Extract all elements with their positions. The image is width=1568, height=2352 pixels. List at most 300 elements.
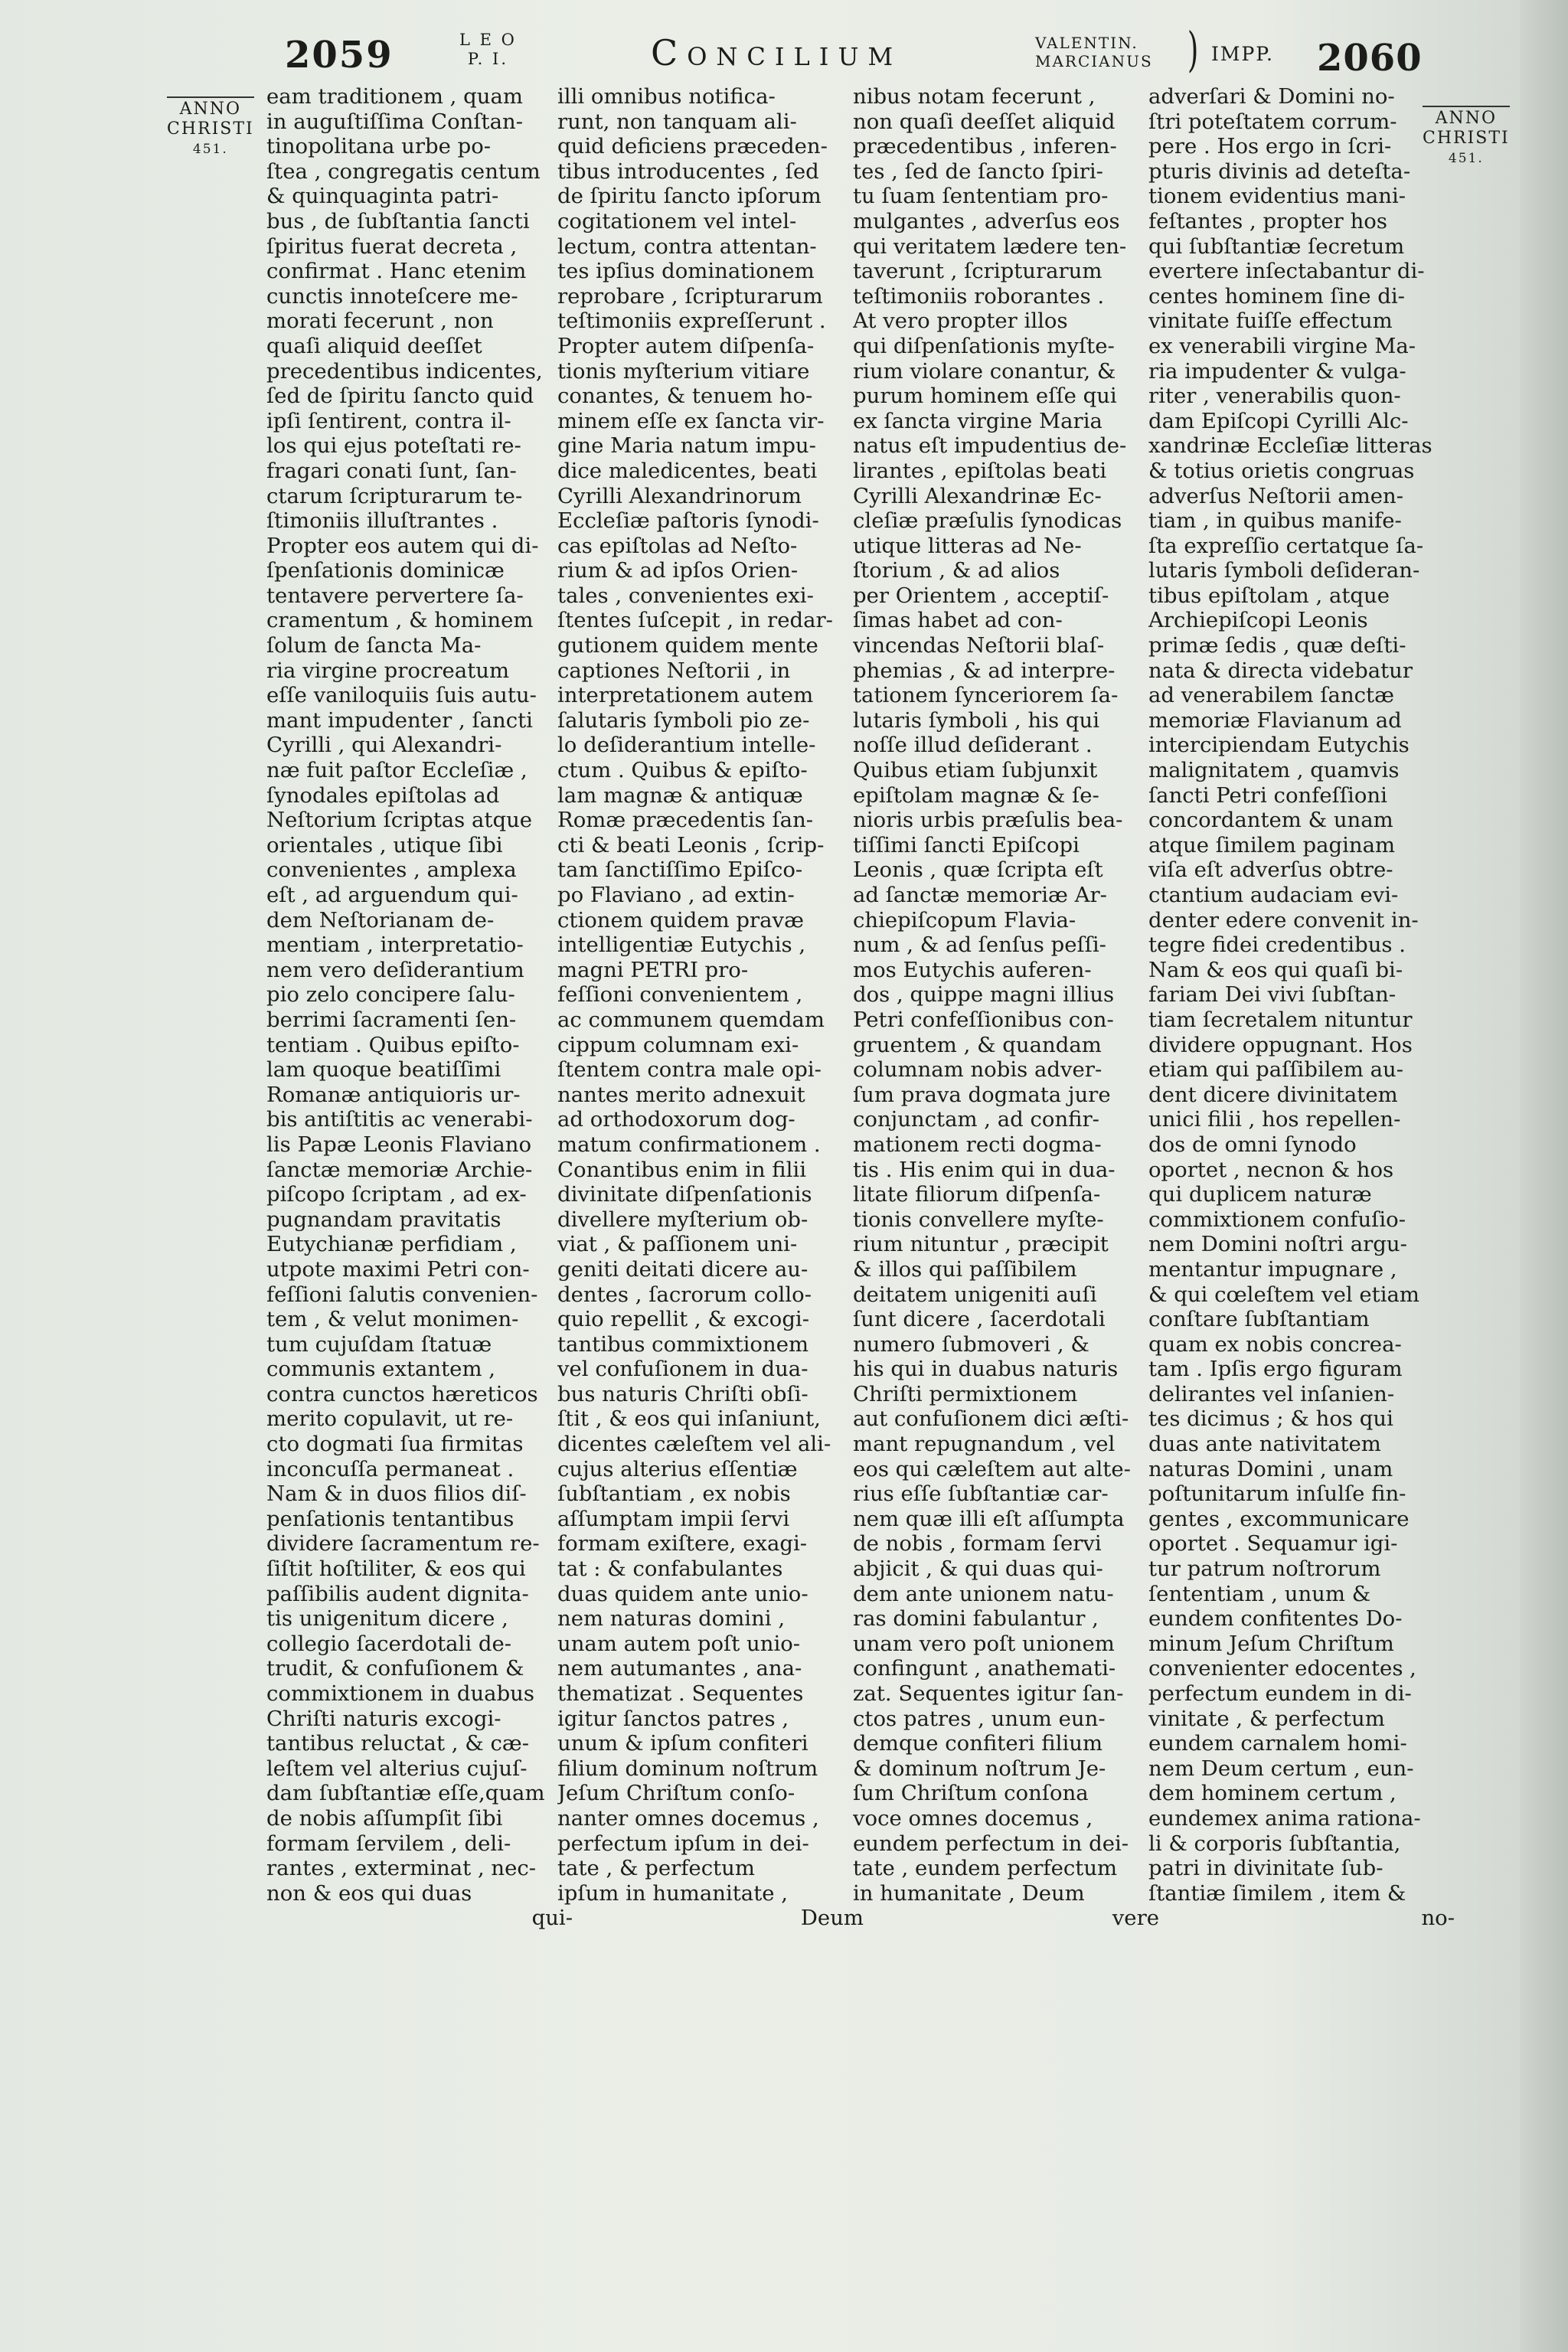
pope-ordinal: P. I. [467,50,509,68]
text-line: in auguſtiſſima Conſtan- [266,109,523,134]
text-column-2 [557,84,864,1931]
text-line: convenientes , amplexa [266,858,517,883]
text-line: commixtionem confuſio- [1148,1207,1406,1232]
text-line: ipſi ſentirent, contra il- [266,408,511,433]
text-line: ſalutaris ſymboli pio ze- [557,707,810,733]
text-line: ad venerabilem ſanctæ [1148,683,1394,708]
text-line: cogitationem vel intel- [557,208,797,234]
text-line: Romanæ antiquioris ur- [266,1082,521,1107]
text-line: patri in divinitate ſub- [1148,1856,1383,1881]
text-line: paſſibilis audent dignita- [266,1581,529,1606]
text-line: ſanctæ memoriæ Archie- [266,1157,533,1182]
text-line: duas ante nativitatem [1148,1432,1381,1457]
text-line: tationem ſynceriorem ſa- [853,683,1119,708]
text-line: ſancti Petri confeſſioni [1148,782,1387,808]
text-line: duas quidem ante unio- [557,1581,808,1606]
text-line: ſiſtit hoſtiliter, & eos qui [266,1557,526,1582]
text-line: cas epiſtolas ad Neſto- [557,533,798,558]
text-line: & dominum noſtrum Je- [853,1756,1106,1781]
text-line: tat : & confabulantes [557,1557,783,1582]
text-line: formam ſervilem , deli- [266,1831,511,1856]
text-line: Neſtorium ſcriptas atque [266,808,533,833]
text-line: dam Epiſcopi Cyrilli Alc- [1148,408,1409,433]
text-line: feſſioni ſalutis convenien- [266,1282,538,1307]
text-line: confirmat . Hanc etenim [266,259,527,284]
text-line: perfectum ipſum in dei- [557,1831,809,1856]
text-line: memoriæ Flavianum ad [1148,707,1402,733]
text-line: ſpiritus fuerat decreta , [266,234,518,259]
text-line: ſimas habet ad con- [853,608,1063,633]
text-line: eundemex anima rationa- [1148,1805,1421,1831]
margin-anno: ANNO [1435,109,1498,128]
text-line: unam vero poſt unionem [853,1631,1115,1656]
text-line: li & corporis ſubſtantia, [1148,1831,1401,1856]
margin-year: 451. [192,142,228,157]
text-line: ex venerabili virgine Ma- [1148,333,1416,358]
text-line: quam ex nobis concrea- [1148,1331,1402,1357]
text-line: bus naturis Chriſti obſi- [557,1381,808,1406]
text-line: tinopolitana urbe po- [266,134,492,159]
text-line: de ſpiritu ſancto ipſorum [557,184,822,209]
text-line: filium dominum noſtrum [557,1756,818,1781]
text-line: cunctis innoteſcere me- [266,283,518,309]
text-line: nata & directa videbatur [1148,658,1413,683]
text-line: conſtare ſubſtantiam [1148,1307,1370,1332]
text-line: dos , quippe magni illius [853,982,1115,1008]
text-line: tibus epiſtolam , atque [1148,583,1390,608]
text-line: intelligentiæ Eutychis , [557,933,806,958]
text-line: ſtentem contra male opi- [557,1057,822,1083]
text-line: nem quæ illi eſt aſſumpta [853,1506,1125,1531]
text-line: adverſus Neſtorii amen- [1148,483,1404,508]
text-line: quid deficiens præceden- [557,134,828,159]
text-line: ſolum de ſancta Ma- [266,633,482,658]
text-line: Propter eos autem qui di- [266,533,539,558]
text-line: rium violare conantur, & [853,358,1116,384]
text-line: lam quoque beatiſſimi [266,1057,501,1083]
text-line: ctantium audaciam evi- [1148,883,1399,907]
margin-rule [167,96,254,98]
text-line: lectum, contra attentan- [557,234,817,259]
text-line: taverunt , ſcripturarum [853,259,1102,284]
text-column-3 [853,84,1159,1931]
text-line: malignitatem , quamvis [1148,758,1400,783]
text-line: tionem evidentius mani- [1148,184,1406,209]
text-line: dem hominem certum , [1148,1781,1396,1806]
text-line: ſum Chriſtum conſona [853,1781,1089,1806]
text-line: ria virgine procreatum [266,658,510,683]
text-line: primæ ſedis , quæ deſti- [1148,633,1406,658]
text-line: ctum . Quibus & epiſto- [557,758,808,783]
text-line: mant impudenter , ſancti [266,707,533,733]
text-line: dos de omni ſynodo [1148,1132,1357,1157]
text-line: formam exiſtere, exagi- [557,1531,808,1557]
text-line: piſcopo ſcriptam , ad ex- [266,1182,527,1207]
text-line: tu ſuam ſententiam pro- [853,184,1109,209]
text-line: feſſioni convenientem , [557,982,803,1008]
emperors-label [1035,34,1153,70]
text-line: collegio ſacerdotali de- [266,1631,512,1656]
text-line: mulgantes , adverſus eos [853,208,1120,234]
text-line: eſſe vaniloquiis ſuis autu- [266,683,537,708]
text-line: Deum [800,1906,864,1931]
text-line: eundem carnalem homi- [1148,1731,1407,1756]
text-line: utpote maximi Petri con- [266,1256,530,1282]
text-line: At vero propter illos [853,309,1068,334]
margin-anno: ANNO [179,100,242,119]
text-line: fragari conati ſunt, ſan- [266,458,517,483]
text-line: nem autumantes , ana- [557,1656,802,1681]
text-line: denter edere convenit in- [1148,907,1419,933]
text-line: conjunctam , ad confir- [853,1107,1099,1132]
text-line: ſententiam , unum & [1148,1581,1371,1606]
text-line: dividere oppugnant. Hos [1148,1032,1413,1057]
margin-christi: CHRISTI [1423,129,1510,148]
text-line: non quaſi deeſſet aliquid [853,109,1116,134]
text-line: tate , eundem perfectum [853,1856,1118,1881]
text-line: nantes merito adnexuit [557,1082,805,1107]
text-line: gine Maria natum impu- [557,433,816,459]
text-line: nibus notam fecerunt , [853,84,1096,109]
text-line: in humanitate , Deum [853,1880,1085,1906]
text-line: ſed de ſpiritu ſancto quid [266,384,534,409]
text-line: igitur ſanctos patres , [557,1706,789,1731]
text-line: viat , & paſſionem uni- [557,1232,798,1257]
text-line: cto dogmati ſua firmitas [266,1432,524,1457]
text-line: tis . His enim qui in dua- [853,1157,1116,1182]
text-line: lirantes , epiſtolas beati [853,458,1107,483]
text-line: noſſe illud deſiderant . [853,733,1093,758]
text-line: rium & ad ipſos Orien- [557,558,799,583]
text-line: demque confiteri filium [853,1731,1103,1756]
text-line: ctionem quidem pravæ [557,907,804,933]
text-line: cleſiæ præſulis ſynodicas [853,508,1122,534]
text-line: de nobis aſſumpſit ſibi [266,1805,503,1831]
text-line: phemias , & ad interpre- [853,658,1116,683]
text-line: merito copulavit, ut re- [266,1406,514,1432]
text-line: orientales , utique ſibi [266,832,503,858]
text-line: Conantibus enim in filii [557,1157,807,1182]
text-line: nanter omnes docemus , [557,1805,819,1831]
text-line: los qui ejus poteſtati re- [266,433,521,459]
text-line: ſtentes ſuſcepit , in redar- [557,608,833,633]
text-line: columnam nobis adver- [853,1057,1102,1083]
text-line: ex ſancta virgine Maria [853,408,1102,433]
text-line: mentantur impugnare , [1148,1256,1397,1282]
text-line: tentiam . Quibus epiſto- [266,1032,520,1057]
text-line: ſunt dicere , ſacerdotali [853,1307,1106,1332]
text-line: Eccleſiæ paſtoris ſynodi- [557,508,819,534]
text-line: Nam & eos qui quaſi bi- [1148,957,1403,982]
text-line: ac communem quemdam [557,1007,825,1032]
text-line: Cyrilli Alexandrinorum [557,483,802,508]
text-line: de nobis , formam ſervi [853,1531,1102,1557]
text-line: & qui cœleſtem vel etiam [1148,1282,1419,1307]
text-line: & quinquaginta patri- [266,184,499,209]
text-line: præcedentibus , inferen- [853,134,1117,159]
text-line: tum cujuſdam ſtatuæ [266,1331,492,1357]
text-line: utique litteras ad Ne- [853,533,1082,558]
text-line: numero ſubmoveri , & [853,1331,1089,1357]
text-line: tibus introducentes , ſed [557,158,819,184]
text-line: lutaris ſymboli deſideran- [1148,558,1420,583]
text-line: dentes , ſacrorum collo- [557,1282,812,1307]
text-line: chiepiſcopum Flavia- [853,907,1076,933]
text-line: ſtimoniis illuſtrantes . [266,508,498,534]
text-line: Romæ præcedentis ſan- [557,808,814,833]
text-line: teſtimoniis roborantes . [853,283,1105,309]
text-line: ſtantiæ ſimilem , item & [1148,1880,1406,1906]
text-line: qui diſpenſationis myſte- [853,333,1115,358]
text-line: geniti deitati dicere au- [557,1256,808,1282]
text-line: ras domini fabulantur , [853,1606,1099,1632]
text-line: tes ipſius dominationem [557,259,815,284]
text-line: ſta expreſſio certatque ſa- [1148,533,1424,558]
text-column-4 [1148,84,1455,1931]
text-line: ſubſtantiam , ex nobis [557,1481,791,1507]
text-line: qui ſubſtantiæ ſecretum [1148,234,1405,259]
text-line: dividere ſacramentum re- [266,1531,540,1557]
emperors-brace: ) [1187,21,1199,77]
text-line: tentavere pervertere ſa- [266,583,524,608]
text-line: pere . Hos ergo in ſcri- [1148,134,1392,159]
text-line: tantibus reluctat , & cæ- [266,1731,529,1756]
text-line: magni PETRI pro- [557,957,749,982]
text-line: vere [1112,1906,1159,1931]
text-line: Cyrilli , qui Alexandri- [266,733,502,758]
text-line: tis unigenitum dicere , [266,1606,508,1632]
text-line: tegre fidei credentibus . [1148,933,1406,958]
text-line: cti & beati Leonis , ſcrip- [557,832,825,858]
text-line: naturas Domini , unam [1148,1456,1393,1481]
text-line: & totius orietis congruas [1148,458,1415,483]
text-line: tes , ſed de ſancto ſpiri- [853,158,1103,184]
text-line: aut confuſionem dici æſti- [853,1406,1129,1432]
text-line: næ fuit paſtor Eccleſiæ , [266,758,528,783]
text-line: his qui in duabus naturis [853,1357,1119,1382]
emperors-title: IMPP. [1211,43,1274,65]
text-line: viſa eſt adverſus obtre- [1148,858,1393,883]
text-line: tem , & velut monimen- [266,1307,519,1332]
text-line: tiſſimi ſancti Epiſcopi [853,832,1080,858]
text-line: nem Domini noſtri argu- [1148,1232,1407,1257]
text-line: perfectum eundem in di- [1148,1681,1412,1706]
text-line: thematizat . Sequentes [557,1681,804,1706]
text-line: divinitate diſpenſationis [557,1182,812,1207]
text-line: ad orthodoxorum dog- [557,1107,795,1132]
text-line: ſtorium , & ad alios [853,558,1060,583]
text-line: ſtea , congregatis centum [266,158,541,184]
text-line: riter , venerabilis quon- [1148,384,1401,409]
text-line: Eutychianæ perfidiam , [266,1232,517,1257]
text-line: Nam & in duos filios diſ- [266,1481,527,1507]
text-line: matum confirmationem . [557,1132,821,1157]
text-line: adverſari & Domini no- [1148,84,1395,109]
text-line: ſtri poteſtatem corrum- [1148,109,1397,134]
text-line: mationem recti dogma- [853,1132,1102,1157]
text-line: ſum prava dogmata jure [853,1082,1111,1107]
text-line: dice maledicentes, beati [557,458,818,483]
text-line: natus eſt impudentius de- [853,433,1127,459]
text-line: lo deſiderantium intelle- [557,733,816,758]
text-line: runt, non tanquam ali- [557,109,797,134]
text-line: ſpenſationis dominicæ [266,558,505,583]
text-line: per Orientem , acceptiſ- [853,583,1109,608]
text-line: pugnandam pravitatis [266,1207,501,1232]
text-line: divellere myſterium ob- [557,1207,808,1232]
text-line: litate filiorum diſpenſa- [853,1182,1101,1207]
text-line: Petri confeſſionibus con- [853,1007,1114,1032]
margin-year: 451. [1448,151,1484,166]
text-line: abjicit , & qui duas qui- [853,1557,1103,1582]
text-line: Propter autem diſpenſa- [557,333,815,358]
text-line: mentiam , interpretatio- [266,933,524,958]
text-column-1 [266,84,573,1931]
text-line: bus , de ſubſtantia ſancti [266,208,530,234]
text-line: tate , & perfectum [557,1856,755,1881]
text-line: tiam ſecretalem nituntur [1148,1007,1413,1032]
page-number-left: 2059 [285,34,394,77]
text-line: xandrinæ Eccleſiæ litteras [1148,433,1432,459]
text-line: ſynodales epiſtolas ad [266,782,500,808]
text-line: lis Papæ Leonis Flaviano [266,1132,532,1157]
text-line: tam . Ipſis ergo figuram [1148,1357,1403,1382]
text-line: tiam , in quibus manife- [1148,508,1402,534]
page-header [0,0,1568,84]
text-line: commixtionem in duabus [266,1681,535,1706]
text-line: nioris urbis præſulis bea- [853,808,1123,833]
text-line: tur patrum noſtrorum [1148,1557,1381,1582]
text-line: nem Deum certum , eun- [1148,1756,1414,1781]
text-line: trudit, & confuſionem & [266,1656,524,1681]
text-line: Chriſti naturis excogi- [266,1706,501,1731]
text-line: precedentibus indicentes, [266,358,543,384]
text-line: lam magnæ & antiquæ [557,782,803,808]
text-line: tionis convellere myſte- [853,1207,1104,1232]
emperor-name-2: MARCIANUS [1035,52,1153,70]
text-line: evertere inſectabantur di- [1148,259,1425,284]
text-line: delirantes vel inſanien- [1148,1381,1395,1406]
text-line: po Flaviano , ad extin- [557,883,795,907]
text-line: unum & ipſum confiteri [557,1731,808,1756]
text-line: nem naturas domini , [557,1606,786,1632]
text-line: oportet . Sequamur igi- [1148,1531,1398,1557]
margin-christi: CHRISTI [167,119,254,139]
text-line: Leonis , quæ ſcripta eſt [853,858,1103,883]
text-line: & illos qui paſſibilem [853,1256,1077,1282]
page-number-right: 2060 [1317,37,1423,80]
text-line: tionis myſterium vitiare [557,358,810,384]
text-line: cujus alterius eſſentiæ [557,1456,798,1481]
pope-name: L E O [459,31,517,49]
text-line: eſt , ad arguendum qui- [266,883,518,907]
text-line: rium nituntur , præcipit [853,1232,1109,1257]
text-line: zat. Sequentes igitur ſan- [853,1681,1124,1706]
text-line: dam ſubſtantiæ eſſe,quam [266,1781,545,1806]
text-line: ctarum ſcripturarum te- [266,483,523,508]
text-line: purum hominem eſſe qui [853,384,1117,409]
text-line: quaſi aliquid deeſſet [266,333,482,358]
text-line: aſſumptam impii ſervi [557,1506,790,1531]
text-line: gruentem , & quandam [853,1032,1102,1057]
text-line: pturis divinis ad deteſta- [1148,158,1411,184]
text-line: Archiepiſcopi Leonis [1148,608,1368,633]
text-line: dem ante unionem natu- [853,1581,1114,1606]
text-line: tantibus commixtionem [557,1331,809,1357]
text-line: ctos patres , unum eun- [853,1706,1106,1731]
text-line: dem Neſtorianam de- [266,907,495,933]
text-line: tam ſanctiſſimo Epiſco- [557,858,803,883]
text-line: interpretationem autem [557,683,814,708]
text-line: dicentes cæleſtem vel ali- [557,1432,831,1457]
text-line: illi omnibus notifica- [557,84,776,109]
text-line: oportet , necnon & hos [1148,1157,1394,1182]
text-line: intercipiendam Eutychis [1148,733,1410,758]
text-line: Jeſum Chriſtum conſo- [557,1781,795,1806]
text-line: vincendas Neſtorii blaſ- [853,633,1105,658]
text-line: eam traditionem , quam [266,84,523,109]
text-line: quio repellit , & excogi- [557,1307,810,1332]
text-line: cippum columnam exi- [557,1032,799,1057]
text-line: vinitate fuiſſe effectum [1148,309,1393,334]
text-line: Quibus etiam ſubjunxit [853,758,1098,783]
text-line: unici filii , hos repellen- [1148,1107,1401,1132]
text-line: qui duplicem naturæ [1148,1182,1372,1207]
text-line: fariam Dei vivi ſubſtan- [1148,982,1396,1008]
text-line: gentes , excommunicare [1148,1506,1410,1531]
text-line: contra cunctos hæreticos [266,1381,538,1406]
text-line: eundem confitentes Do- [1148,1606,1403,1632]
text-line: ria impudenter & vulga- [1148,358,1406,384]
text-line: poſtunitarum inſulſe fin- [1148,1481,1406,1507]
pope-label [459,31,517,69]
text-line: cramentum , & hominem [266,608,534,633]
text-line: gutionem quidem mente [557,633,818,658]
text-line: Cyrilli Alexandrinæ Ec- [853,483,1102,508]
text-line: rantes , exterminat , nec- [266,1856,537,1881]
emperor-name-1: VALENTIN. [1035,34,1138,52]
text-line: eos qui cæleſtem aut alte- [853,1456,1131,1481]
text-line: ſtit , & eos qui inſaniunt, [557,1406,821,1432]
text-line: communis extantem , [266,1357,496,1382]
text-line: atque ſimilem paginam [1148,832,1396,858]
text-line: voce omnes docemus , [853,1805,1093,1831]
text-line: mos Eutychis auferen- [853,957,1092,982]
running-title: Concilium [651,32,903,74]
text-line: ipſum in humanitate , [557,1880,789,1906]
text-line: morati fecerunt , non [266,309,494,334]
text-line: centes hominem ſine di- [1148,283,1405,309]
text-line: minum Jeſum Chriſtum [1148,1631,1394,1656]
text-line: conantes, & tenuem ho- [557,384,813,409]
text-line: inconcuſſa permaneat . [266,1456,514,1481]
text-line: vinitate , & perfectum [1148,1706,1385,1731]
text-line: no- [1421,1906,1455,1931]
text-line: dent dicere divinitatem [1148,1082,1398,1107]
text-line: mant repugnandum , vel [853,1432,1116,1457]
text-line: ad ſanctæ memoriæ Ar- [853,883,1107,907]
text-line: penſationis tentantibus [266,1506,514,1531]
text-line: pio zelo concipere ſalu- [266,982,515,1008]
text-line: berrimi ſacramenti ſen- [266,1007,517,1032]
text-line: deitatem unigeniti auſi [853,1282,1097,1307]
text-line: eundem perfectum in dei- [853,1831,1129,1856]
text-line: tes dicimus ; & hos qui [1148,1406,1393,1432]
text-line: captiones Neſtorii , in [557,658,791,683]
text-line: feſtantes , propter hos [1148,208,1387,234]
text-line: Chriſti permixtionem [853,1381,1078,1406]
text-line: epiſtolam magnæ & ſe- [853,782,1099,808]
